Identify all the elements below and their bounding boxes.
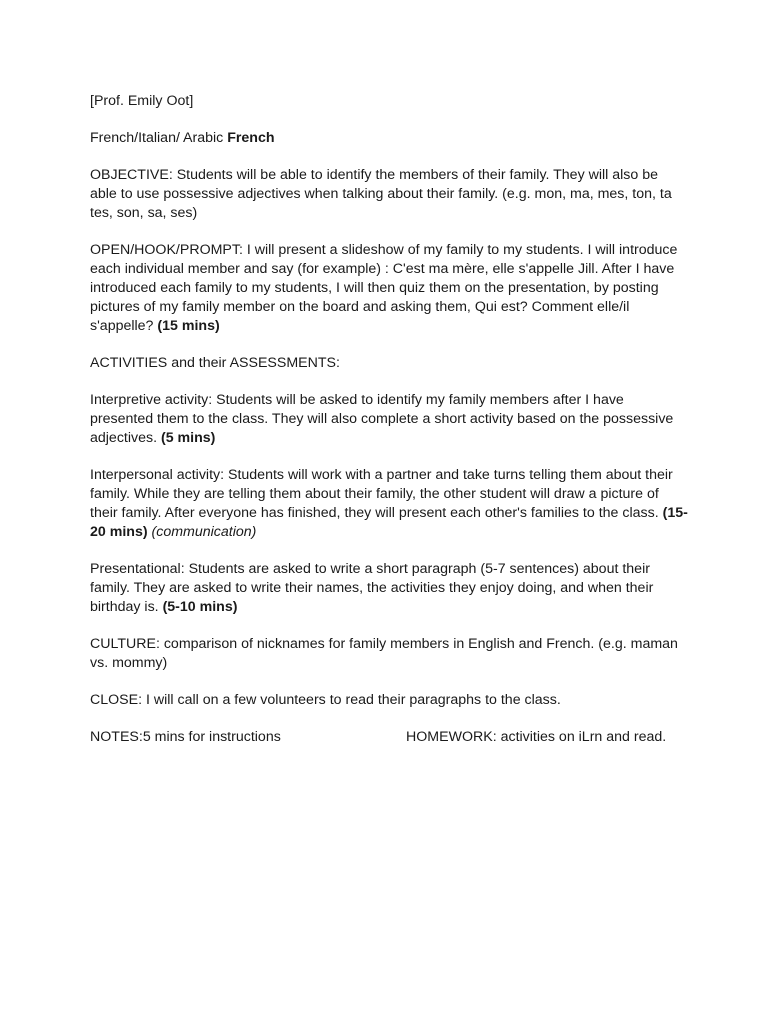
close-paragraph: CLOSE: I will call on a few volunteers to read their paragraphs to the class. [90,692,561,708]
objective-paragraph: OBJECTIVE: Students will be able to identify the members of their family. They will also be able to use possessive adjectives when talking about their family. (e.g. mon, ma, mes, ton, ta tes, son, sa, ses) [90,167,672,221]
interpersonal-paragraph [90,466,688,542]
language-line [90,129,688,148]
interpersonal-text: Interpersonal activity: Students will work with a partner and take turns telling them about their family. While they are telling them about their family, the other student will draw a picture of their family. After everyone has finished, they will present each other's families to the class. [90,467,673,521]
hook-time: (15 mins) [157,318,220,334]
interpretive-text: Interpretive activity: Students will be asked to identify my family members after I have presented them to the class. They will also complete a short activity based on the possessive adjectives. [90,392,674,446]
interpersonal-time: (15-20 mins) [90,505,688,540]
interpretive-paragraph [90,391,688,448]
hook-text: OPEN/HOOK/PROMPT: I will present a slideshow of my family to my students. I will introduce each individual member and say (for example) : C'est ma mère, elle s'appelle Jill. After I have introduced each family to my students, I will then quiz them on the presentation, by posting pictures of my family member on the board and asking them, Qui est? Comment elle/il s'appelle? [90,242,678,334]
interpersonal-mode: (communication) [151,524,257,540]
presentational-paragraph [90,560,688,617]
language-options: French/Italian/ Arabic [90,130,224,146]
notes-homework-row [90,728,688,747]
language-selected: French [227,130,275,146]
presentational-text: Presentational: Students are asked to write a short paragraph (5-7 sentences) about their family. They are asked to write their names, the activities they enjoy doing, and when their birthday is. [90,561,654,615]
culture-paragraph: CULTURE: comparison of nicknames for family members in English and French. (e.g. maman vs. mommy) [90,636,678,671]
interpretive-time: (5 mins) [160,430,216,446]
author-line [90,92,688,111]
hook-paragraph [90,241,688,336]
notes-text: NOTES:5 mins for instructions [90,729,281,745]
presentational-time: (5-10 mins) [162,599,238,615]
author-name: [Prof. Emily Oot] [90,93,194,109]
homework-text: HOMEWORK: activities on iLrn and read. [406,729,667,745]
activities-heading: ACTIVITIES and their ASSESSMENTS: [90,355,340,371]
